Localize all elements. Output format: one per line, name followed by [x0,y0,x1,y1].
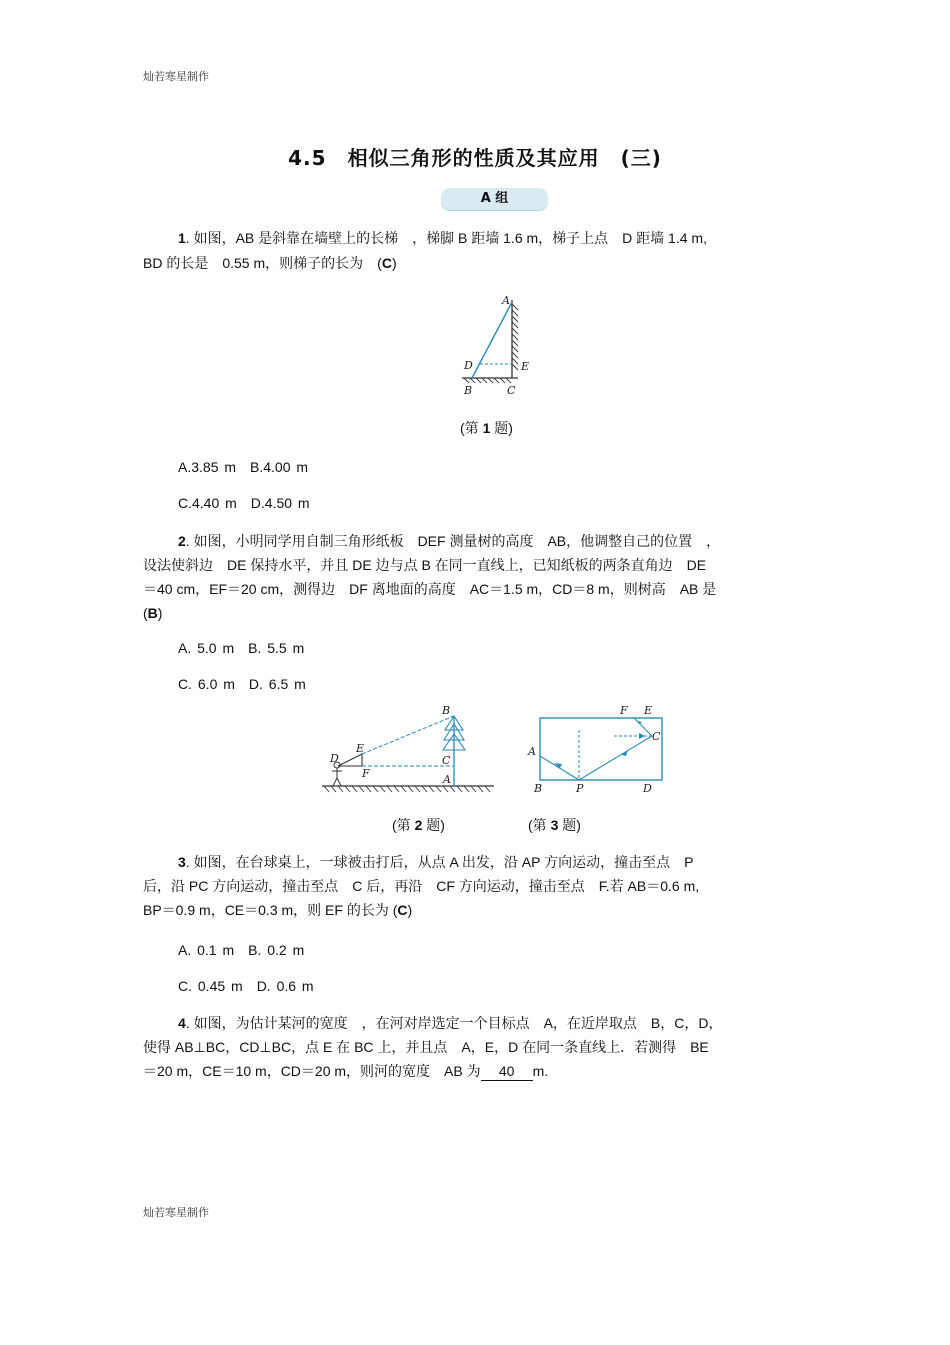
figure-1-caption: (第 1 题) [460,420,513,436]
q4-line2: 使得 AB⊥BC，CD⊥BC，点 E 在 BC 上，并且点 A，E，D 在同一条直线上．若测得 BE [143,1039,709,1055]
fig1-label-d: D [464,359,473,372]
q2-line2: 设法使斜边 DE 保持水平，并且 DE 边与点 B 在同一直线上，已知纸板的两条直角边 DE [143,557,707,573]
fig1-label-a: A [502,294,510,307]
q4-line3: ＝20 m，CE＝10 m，CD＝20 m，则河的宽度 AB 为 40 m. [143,1063,549,1079]
figure-3-caption: (第 3 题) [528,817,581,833]
q4-line1: 4. 如图，为估计某河的宽度 ，在河对岸选定一个目标点 A，在近岸取点 B，C，D， [178,1015,723,1031]
q2-options-cd: C. 6.0 m D. 6.5 m [178,676,306,692]
fig1-label-e: E [521,360,530,373]
q3-line3: BP＝0.9 m，CE＝0.3 m，则 EF 的长为 (C) [143,902,413,918]
fig2-label-f: F [362,767,370,780]
q3-options-ab: A. 0.1 m B. 0.2 m [178,942,305,958]
page-footer: 灿若寒星制作 [143,1206,209,1219]
fig3-label-c: C [652,730,661,743]
fig2-label-b: B [442,704,451,717]
q3-line2: 后，沿 PC 方向运动，撞击至点 C 后，再沿 CF 方向运动，撞击至点 F.若 AB＝0.6 m, [143,878,700,894]
q1-options-ab: A.3.85 m B.4.00 m [178,459,309,475]
figure-1 [450,290,540,400]
page-title: 4.5 相似三角形的性质及其应用 (三) [288,146,662,170]
q1-answer: C [381,255,392,271]
q3-line1: 3. 如图，在台球桌上，一球被击打后，从点 A 出发，沿 AP 方向运动，撞击至点 P [178,854,694,870]
figure-3 [522,700,672,800]
q2-line3: ＝40 cm，EF＝20 cm，测得边 DF 离地面的高度 AC＝1.5 m，CD＝8 m，则树高 AB 是 [143,581,717,597]
fig2-label-e: E [356,742,365,755]
fig1-label-b: B [464,384,473,397]
fig3-label-a: A [528,745,536,758]
figure-2 [318,702,498,802]
q2-answer: B [147,605,158,621]
q1-line1: 1. 如图，AB 是斜靠在墙壁上的长梯 ，梯脚 B 距墙 1.6 m，梯子上点 D 距墙 1.4 m, [178,230,707,246]
q3-number: 3 [178,854,186,870]
fig2-label-c: C [442,754,451,767]
q1-number: 1 [178,230,186,246]
group-badge: A 组 [441,188,548,210]
q3-answer: C [397,902,408,918]
q2-options-ab: A. 5.0 m B. 5.5 m [178,640,305,656]
figure-2-caption: (第 2 题) [392,817,445,833]
q2-line4: (B) [143,605,163,621]
fig2-label-d: D [330,752,339,765]
page-header: 灿若寒星制作 [143,70,209,83]
fig3-label-f: F [620,704,628,717]
q4-answer: 40 [481,1063,533,1081]
q3-options-cd: C. 0.45 m D. 0.6 m [178,978,314,994]
q4-number: 4 [178,1015,186,1031]
q2-number: 2 [178,533,186,549]
fig3-label-e: E [644,704,653,717]
fig2-label-a: A [443,773,451,786]
fig3-label-p: P [576,782,584,795]
q2-line1: 2. 如图，小明同学用自制三角形纸板 DEF 测量树的高度 AB，他调整自己的位置 ， [178,533,721,549]
fig1-label-c: C [507,384,516,397]
fig3-label-b: B [534,782,543,795]
q1-line2: BD 的长是 0.55 m，则梯子的长为 (C) [143,255,397,271]
fig3-label-d: D [643,782,652,795]
q1-options-cd: C.4.40 m D.4.50 m [178,495,310,511]
